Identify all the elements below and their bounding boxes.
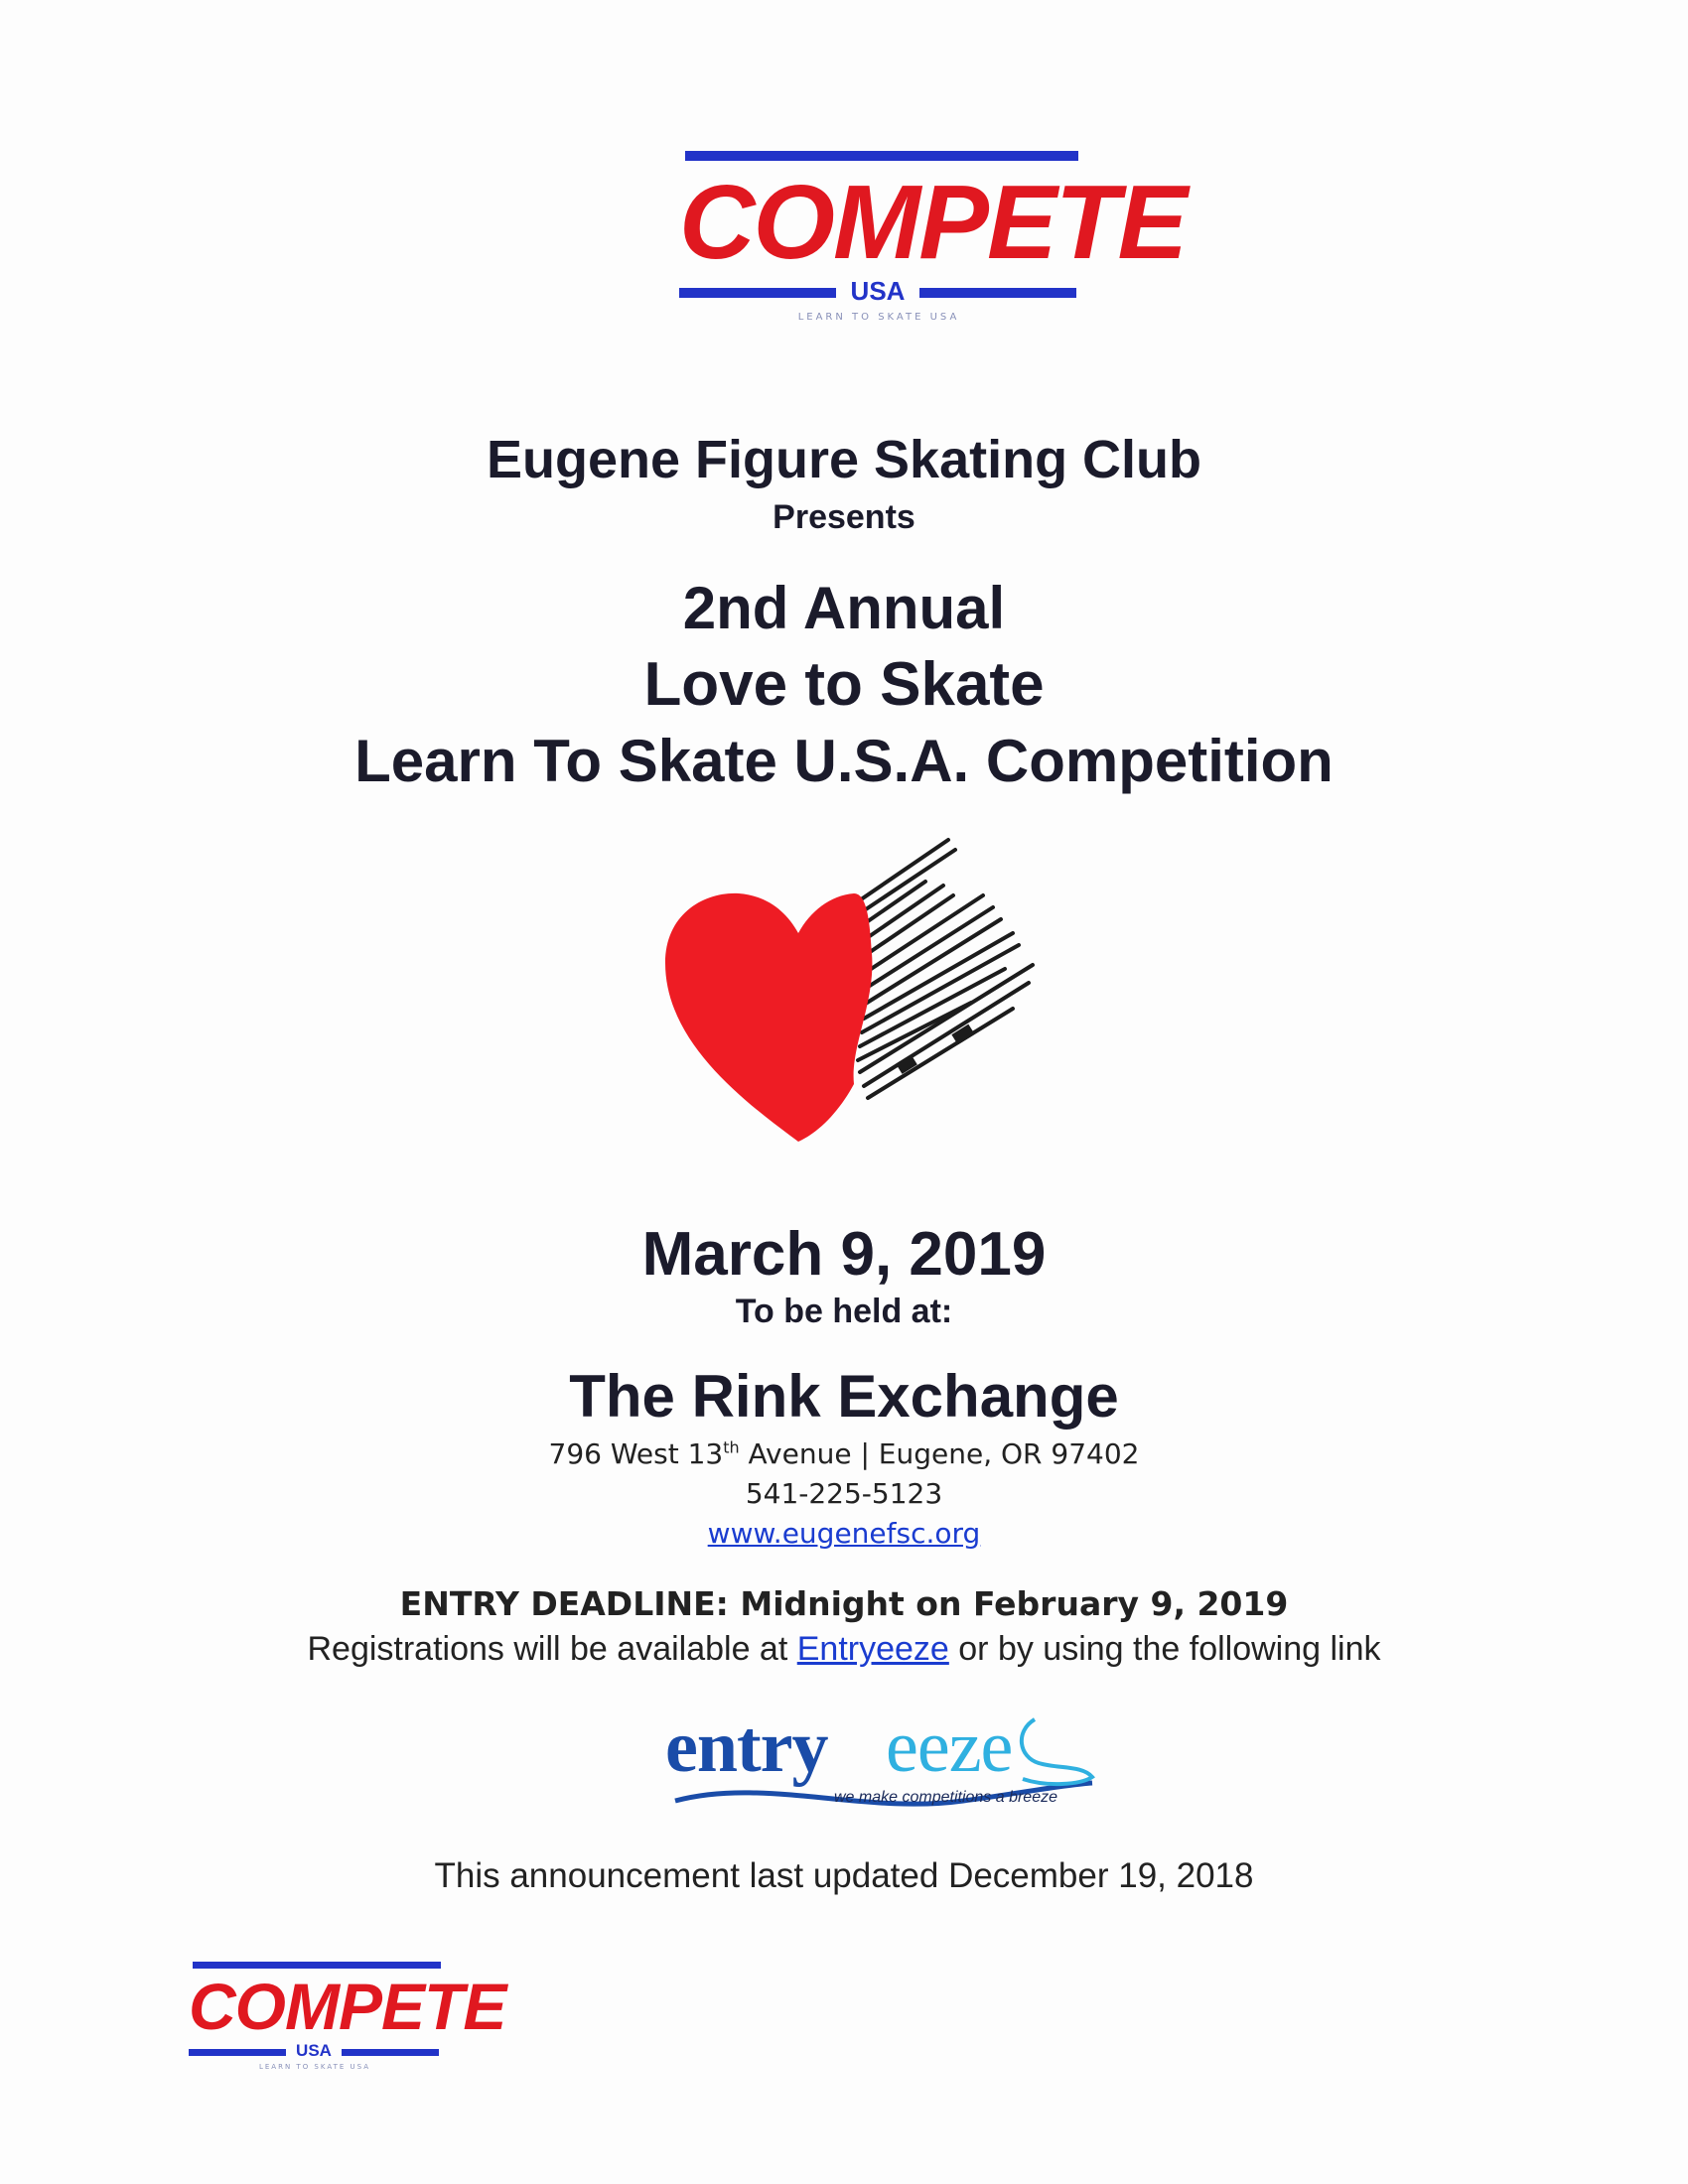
- footer-logo-bottom-bar-right: [342, 2049, 439, 2056]
- entryeeze-logo[interactable]: [665, 1706, 1102, 1825]
- skate-swoosh-icon: [665, 1706, 1102, 1825]
- footer-logo-usa: USA: [296, 2041, 332, 2060]
- event-date: March 9, 2019: [641, 1220, 1047, 1289]
- website-link[interactable]: www.eugenefsc.org: [707, 1517, 981, 1550]
- footer-logo-top-bar: [193, 1962, 441, 1969]
- last-updated: This announcement last updated December 19, 2018: [434, 1856, 1254, 1895]
- entryeeze-link[interactable]: Entryeeze: [796, 1630, 949, 1668]
- presents-label: Presents: [773, 498, 915, 536]
- logo-bottom-bar-left: [679, 288, 836, 298]
- event-name: Love to Skate: [643, 650, 1045, 719]
- logo-tagline: LEARN TO SKATE USA: [797, 312, 960, 323]
- venue-phone: 541-225-5123: [745, 1477, 943, 1510]
- entryeeze-logo-part1: entry: [665, 1706, 828, 1788]
- footer-logo-bottom-bar-left: [189, 2049, 286, 2056]
- logo-usa: USA: [850, 276, 906, 306]
- event-subtitle: Learn To Skate U.S.A. Competition: [354, 728, 1334, 794]
- compete-usa-logo: [679, 151, 1187, 330]
- logo-word: COMPETE: [679, 164, 1187, 281]
- compete-usa-logo-footer: [189, 1962, 506, 2075]
- logo-bottom-bar-right: [919, 288, 1076, 298]
- held-at-label: To be held at:: [735, 1293, 953, 1330]
- entry-deadline: ENTRY DEADLINE: Midnight on February 9, 2019: [399, 1584, 1289, 1623]
- venue-address: 796 West 13th Avenue | Eugene, OR 97402: [548, 1437, 1140, 1470]
- venue-name: The Rink Exchange: [569, 1363, 1119, 1430]
- event-edition: 2nd Annual: [682, 575, 1006, 641]
- club-name: Eugene Figure Skating Club: [486, 430, 1202, 489]
- footer-logo-tagline: LEARN TO SKATE USA: [258, 2063, 370, 2071]
- heart-skate-icon: [655, 834, 1072, 1152]
- logo-top-bar: [685, 151, 1078, 161]
- footer-logo-word: COMPETE: [189, 1970, 506, 2043]
- entryeeze-logo-part2: eeze: [886, 1706, 1013, 1788]
- registration-text: Registrations will be available at Entryeeze or by using the following link: [307, 1630, 1381, 1668]
- entryeeze-slogan: we make competitions a breeze: [834, 1789, 1057, 1806]
